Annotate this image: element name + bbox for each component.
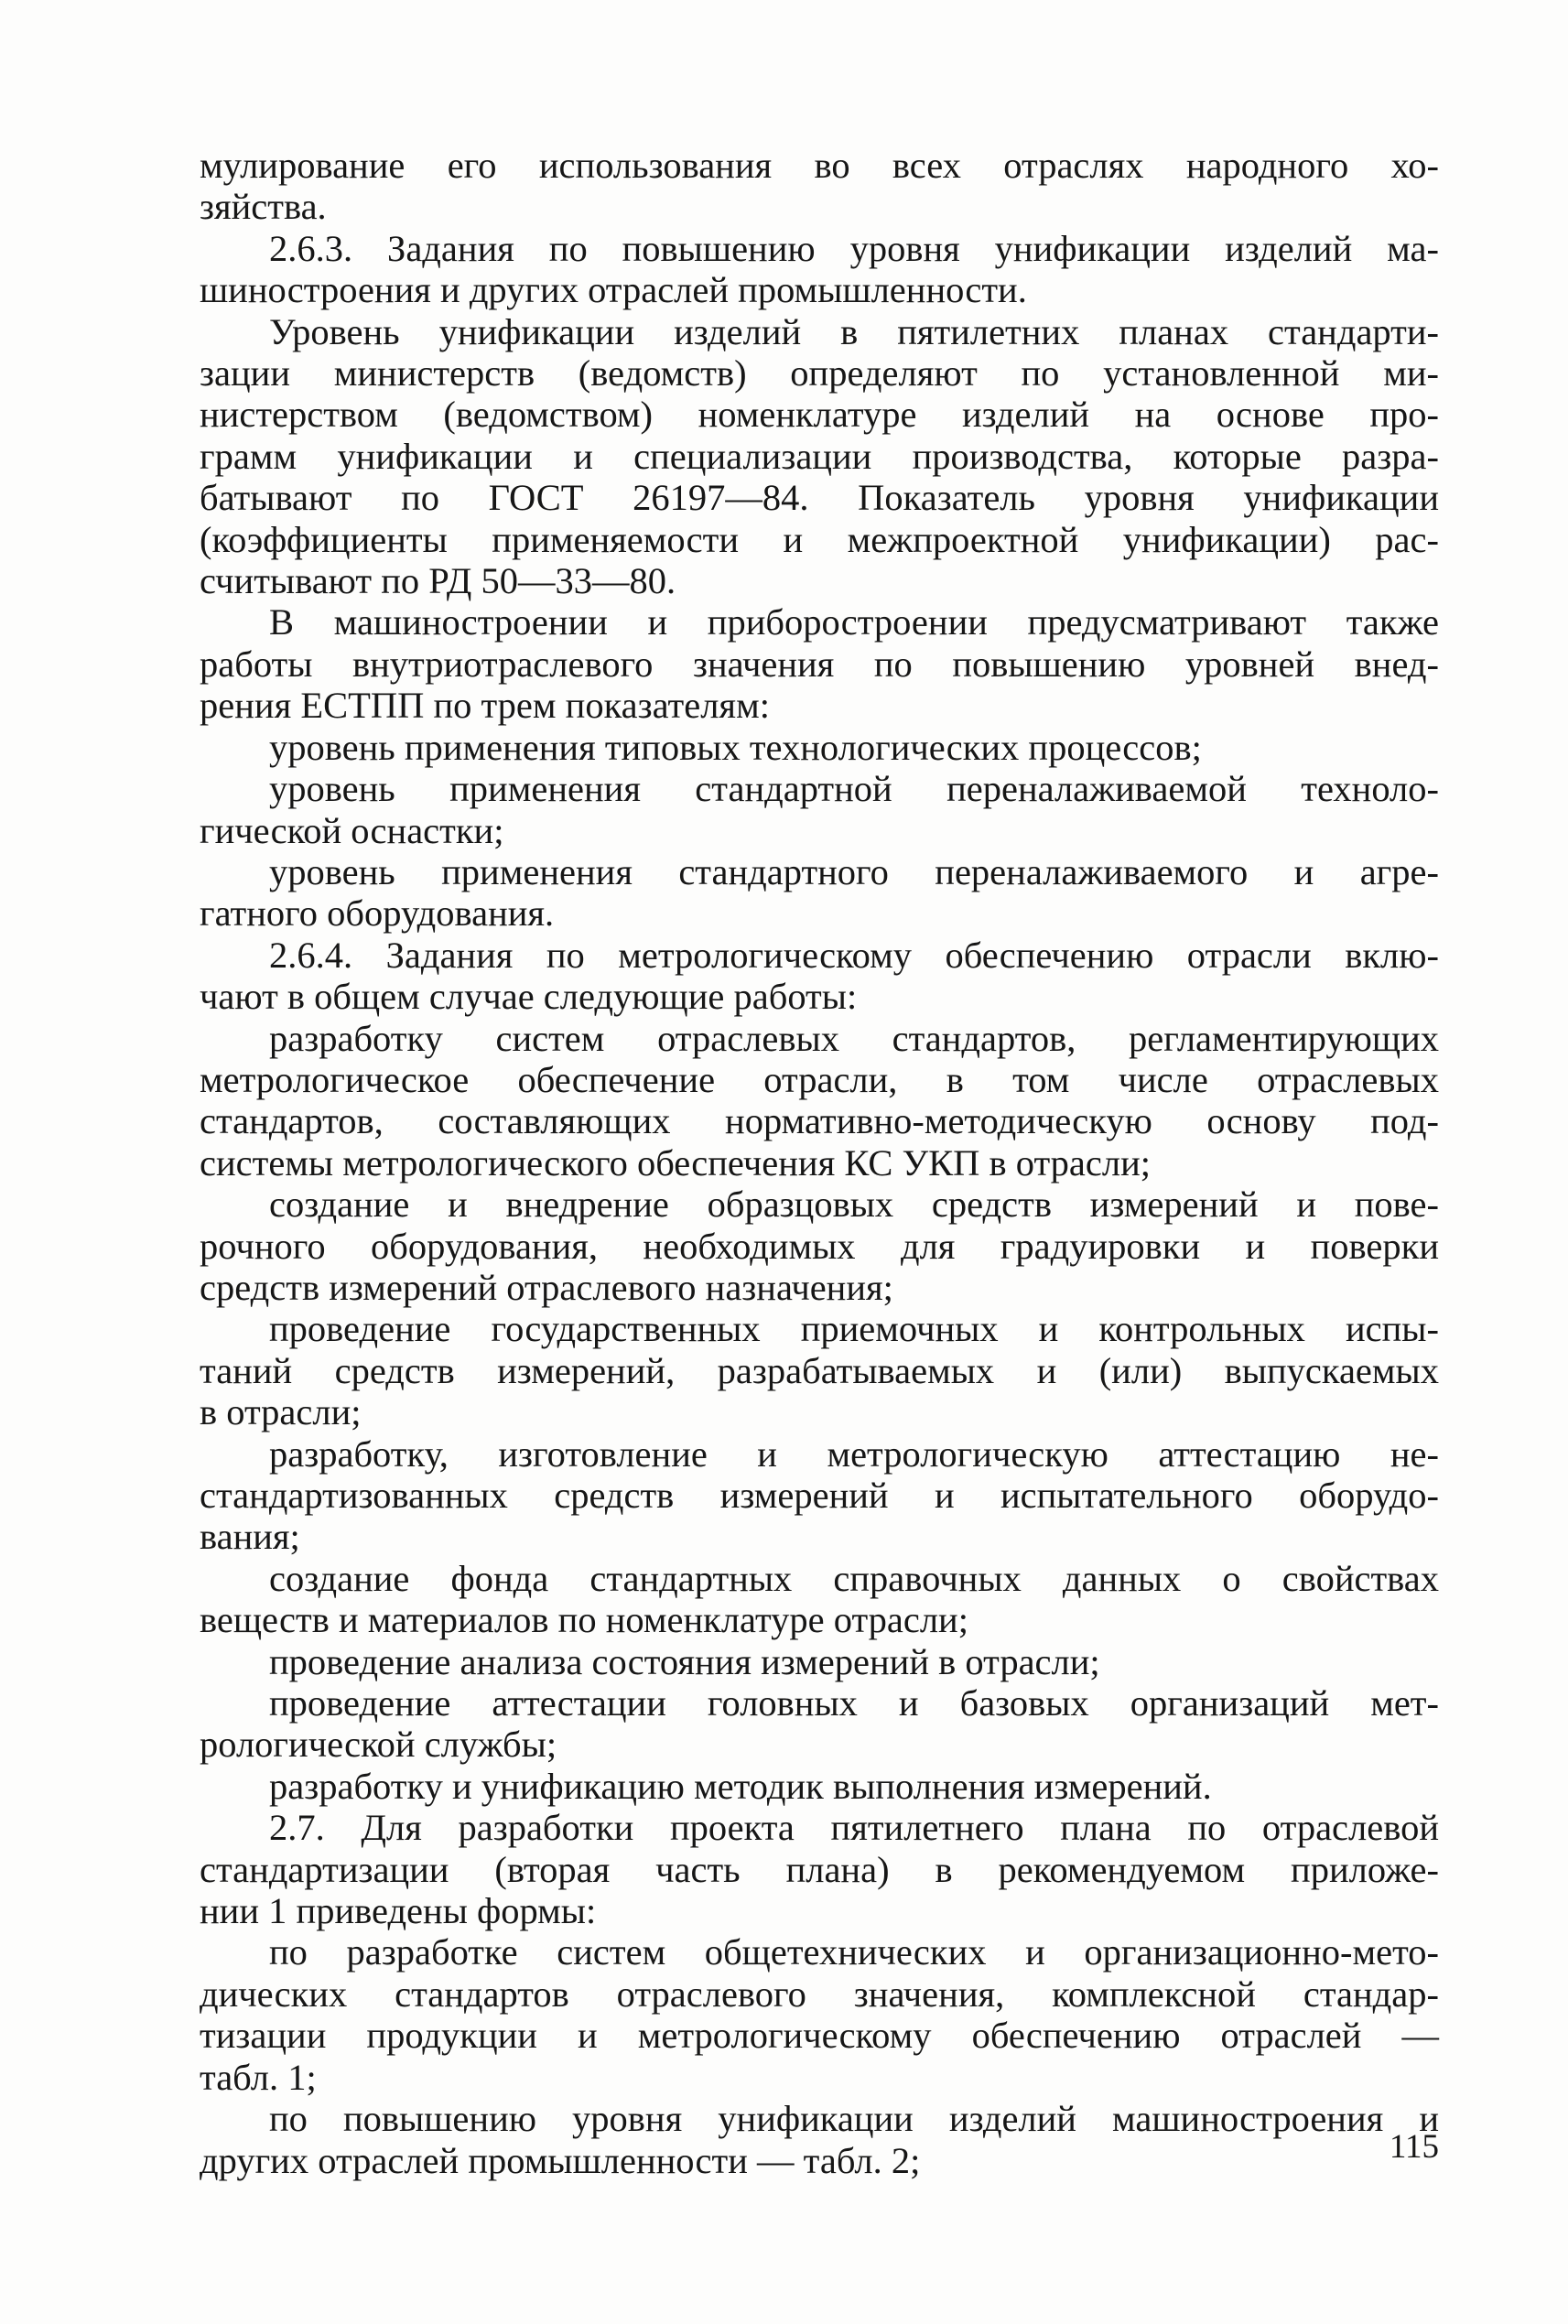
text-line: в отрасли;: [200, 1391, 362, 1433]
text-line: Уровень унификации изделий в пятилетних планах стандарти-: [269, 310, 1439, 352]
paragraph: [200, 601, 1439, 726]
text-line: В машиностроении и приборостроении предусматривают также: [269, 601, 1439, 643]
text-line: табл. 1;: [200, 2056, 317, 2098]
text-line: по разработке систем общетехнических и организационно-мето-: [269, 1931, 1439, 1973]
text-line: создание фонда стандартных справочных данных о свойствах: [269, 1557, 1439, 1599]
text-line: метрологическое обеспечение отрасли, в том числе отраслевых: [200, 1058, 1439, 1100]
text-line: средств измерений отраслевого назначения;: [200, 1266, 893, 1308]
text-line: уровень применения стандартного переналаживаемого и агре-: [269, 850, 1439, 892]
paragraph: [200, 1433, 1439, 1558]
body-text: [200, 145, 1439, 2181]
text-line: считывают по РД 50—33—80.: [200, 560, 676, 602]
text-line: чают в общем случае следующие работы:: [200, 976, 858, 1018]
text-line: по повышению уровня унификации изделий машиностроения и: [269, 2098, 1439, 2140]
text-line: грамм унификации и специализации производства, которые разра-: [200, 435, 1439, 477]
text-line: дических стандартов отраслевого значения, комплексной стандар-: [200, 1973, 1439, 2015]
text-line: 2.6.4. Задания по метрологическому обеспечению отрасли вклю-: [269, 934, 1439, 976]
text-line: (коэффициенты применяемости и межпроектной унификации) рас-: [200, 518, 1439, 560]
paragraph: [200, 1184, 1439, 1308]
text-line: зяйства.: [200, 186, 327, 228]
text-line: разработку и унификацию методик выполнения измерений.: [269, 1765, 1212, 1807]
page-number: 115: [1389, 2128, 1439, 2166]
text-line: шиностроения и других отраслей промышленности.: [200, 269, 1027, 311]
text-line: 2.6.3. Задания по повышению уровня унификации изделий ма-: [269, 227, 1439, 269]
text-line: гатного оборудования.: [200, 892, 555, 935]
text-line: стандартизованных средств измерений и испытательного оборудо-: [200, 1475, 1439, 1516]
paragraph: [200, 1931, 1439, 2098]
text-line: батывают по ГОСТ 26197—84. Показатель уровня унификации: [200, 477, 1439, 519]
text-line: других отраслей промышленности — табл. 2;: [200, 2139, 921, 2181]
text-line: гической оснастки;: [200, 809, 504, 851]
text-line: рочного оборудования, необходимых для градуировки и поверки: [200, 1225, 1439, 1267]
text-line: веществ и материалов по номенклатуре отрасли;: [200, 1599, 968, 1641]
paragraph: [200, 935, 1439, 1018]
paragraph: [200, 1766, 1439, 1807]
text-line: стандартов, составляющих нормативно-методическую основу под-: [200, 1100, 1439, 1142]
paragraph: [200, 2098, 1439, 2181]
text-line: системы метрологического обеспечения КС УКП в отрасли;: [200, 1141, 1152, 1184]
text-line: рологической службы;: [200, 1724, 557, 1766]
paragraph: [200, 1308, 1439, 1432]
text-line: уровень применения стандартной переналаживаемой техноло-: [269, 768, 1439, 810]
paragraph: [200, 768, 1439, 851]
text-line: рения ЕСТПП по трем показателям:: [200, 685, 770, 727]
text-line: зации министерств (ведомств) определяют по установленной ми-: [200, 352, 1439, 395]
paragraph: [200, 1641, 1439, 1682]
text-line: нистерством (ведомством) номенклатуре изделий на основе про-: [200, 394, 1439, 436]
paragraph: [200, 1682, 1439, 1766]
text-line: проведение государственных приемочных и контрольных испы-: [269, 1308, 1439, 1350]
text-line: стандартизации (вторая часть плана) в рекомендуемом приложе-: [200, 1848, 1439, 1890]
paragraph: [200, 228, 1439, 311]
text-line: разработку, изготовление и метрологическую аттестацию не-: [269, 1432, 1439, 1475]
text-line: проведение аттестации головных и базовых организаций мет-: [269, 1682, 1439, 1724]
text-line: тизации продукции и метрологическому обеспечению отраслей —: [200, 2015, 1439, 2057]
paragraph: [200, 1018, 1439, 1184]
text-line: мулирование его использования во всех отраслях народного хо-: [200, 145, 1439, 186]
text-line: 2.7. Для разработки проекта пятилетнего плана по отраслевой: [269, 1807, 1439, 1849]
paragraph: [200, 311, 1439, 602]
paragraph: [200, 1558, 1439, 1641]
text-line: разработку систем отраслевых стандартов, регламентирующих: [269, 1017, 1439, 1059]
text-line: нии 1 приведены формы:: [200, 1890, 597, 1932]
text-line: вания;: [200, 1516, 300, 1558]
paragraph: [200, 851, 1439, 935]
paragraph: [200, 727, 1439, 768]
text-line: таний средств измерений, разрабатываемых и (или) выпускаемых: [200, 1349, 1439, 1391]
text-line: проведение анализа состояния измерений в отрасли;: [269, 1640, 1100, 1682]
text-line: работы внутриотраслевого значения по повышению уровней внед-: [200, 643, 1439, 685]
text-line: уровень применения типовых технологических процессов;: [269, 726, 1202, 768]
paragraph: [200, 145, 1439, 228]
text-line: создание и внедрение образцовых средств измерений и пове-: [269, 1184, 1439, 1226]
paragraph: [200, 1807, 1439, 1931]
